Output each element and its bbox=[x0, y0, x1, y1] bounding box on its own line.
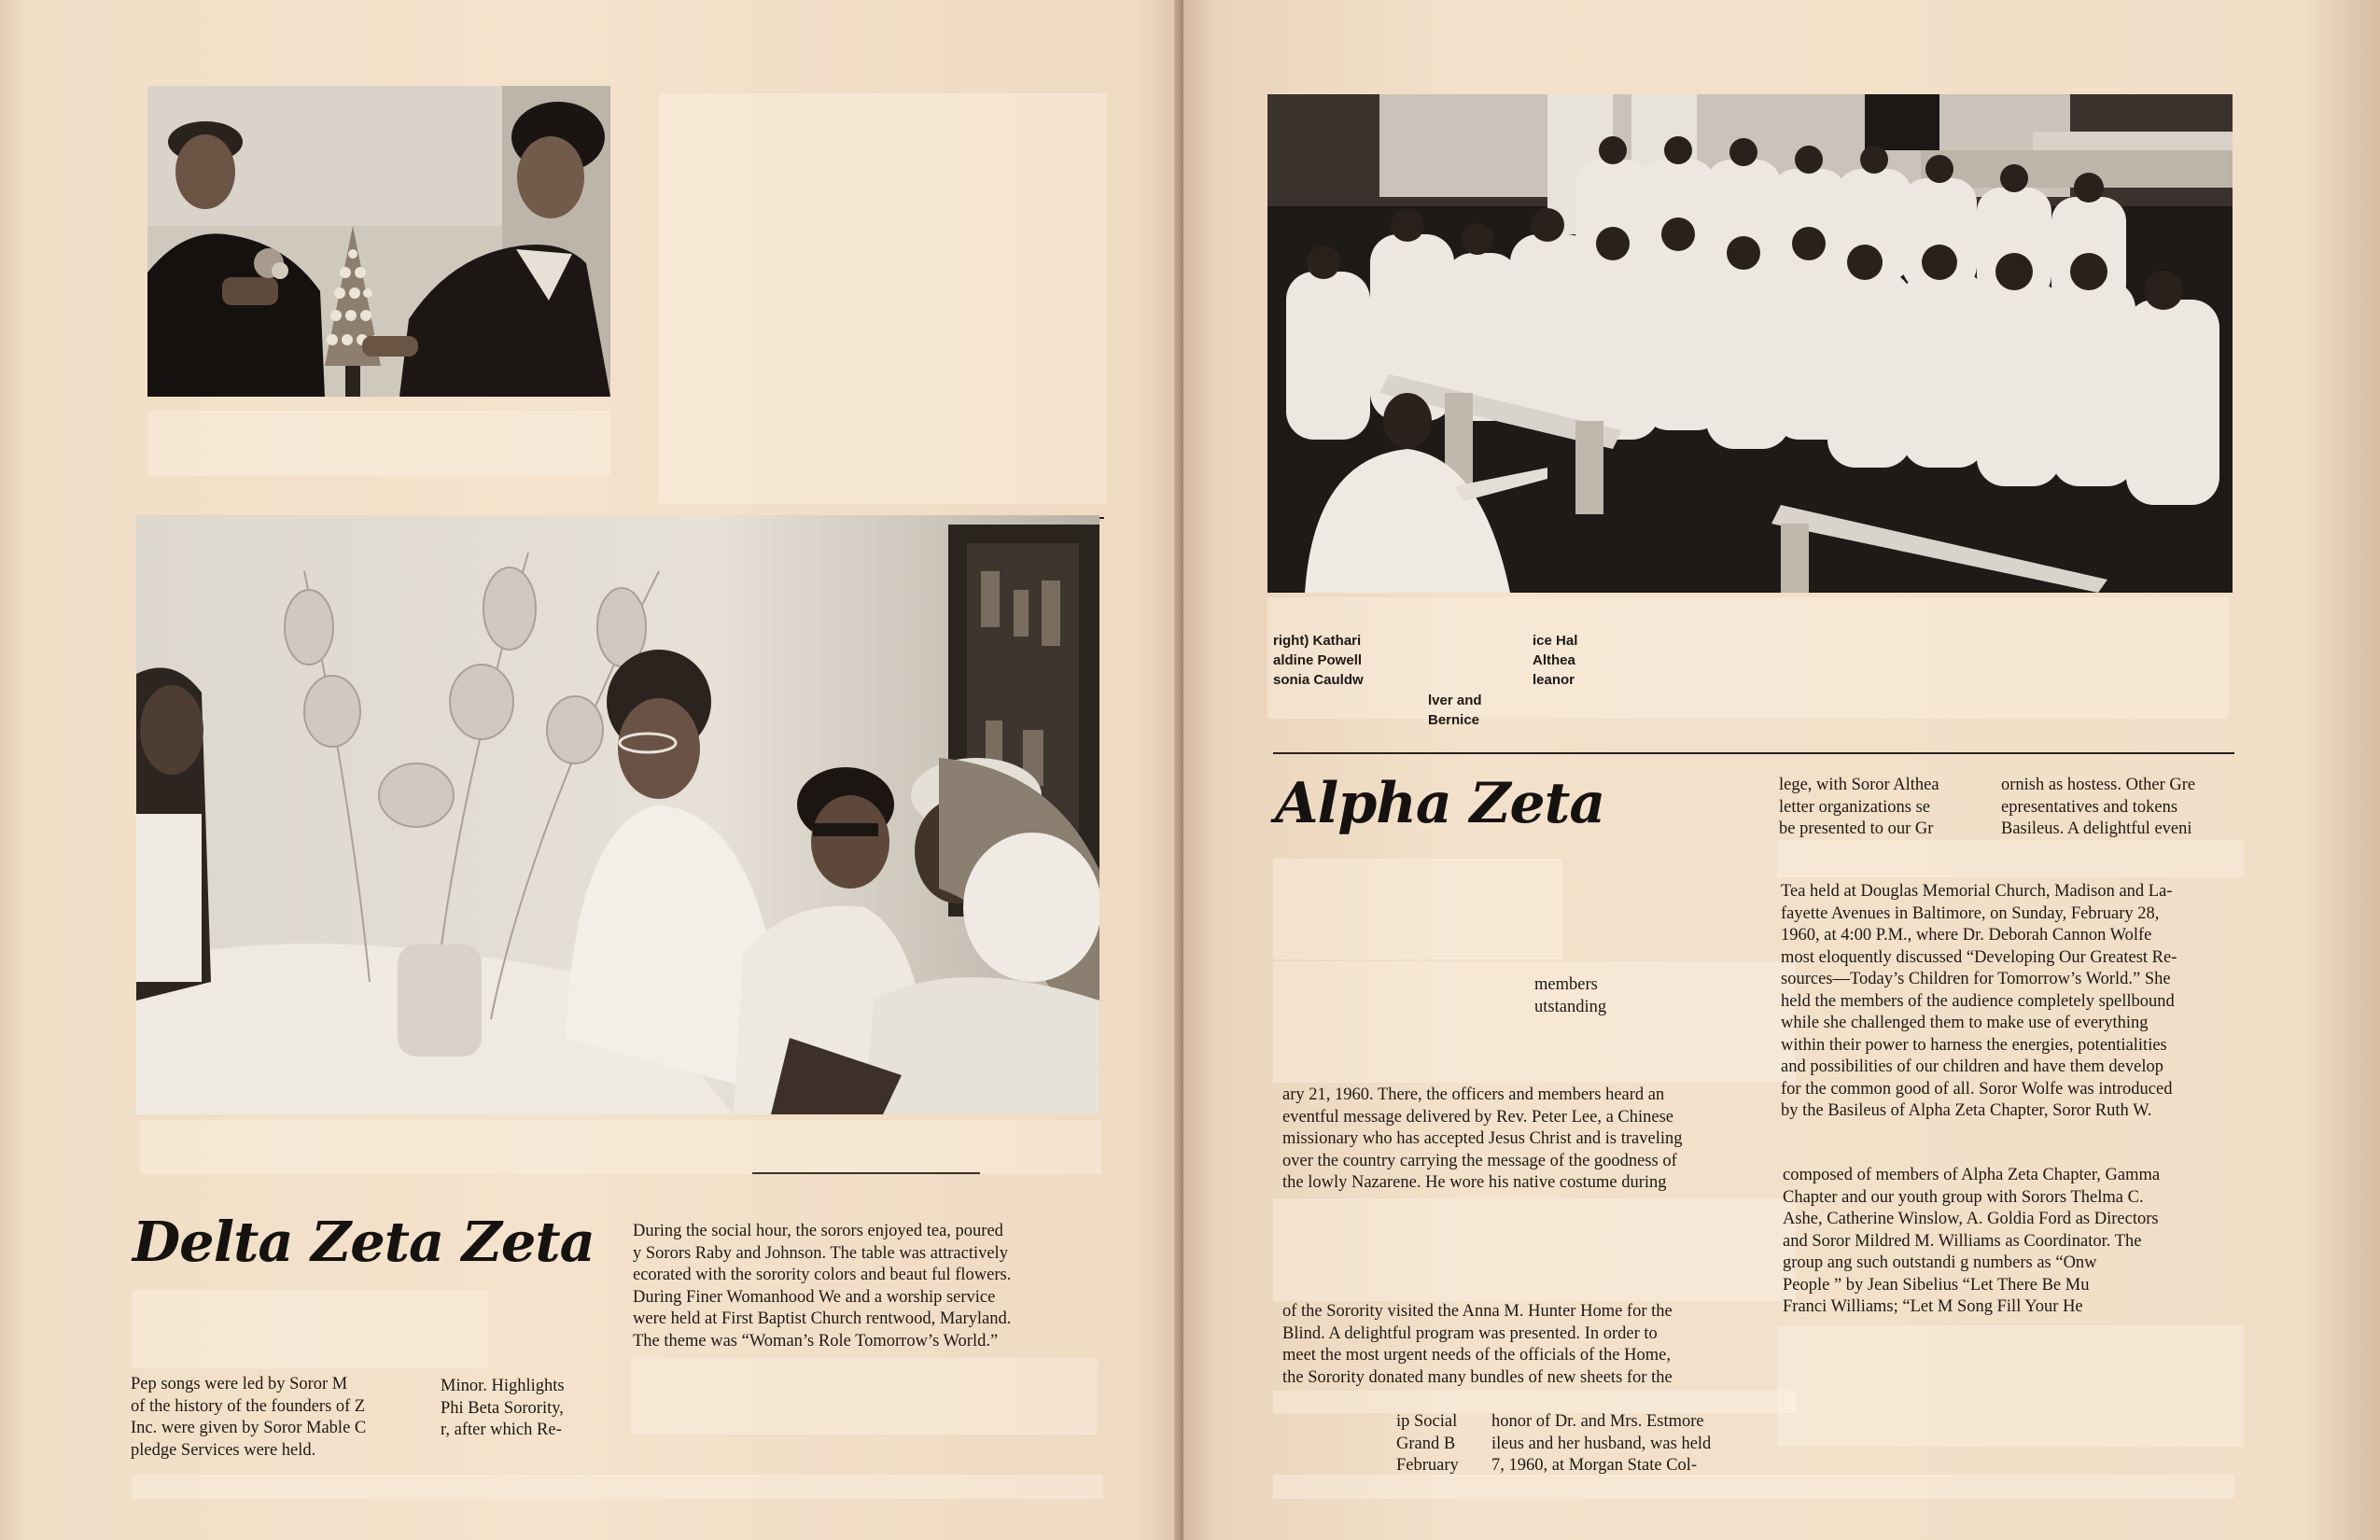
section-heading-alpha-zeta: Alpha Zeta bbox=[1275, 771, 1605, 836]
alpha-col2-para3: composed of members of Alpha Zeta Chapter, Gamma Chapter and our youth group with Sorors Thelma C. Ashe, Catherine Winslow, A. Goldia Ford as Directors and Soror Mildred M. Williams as Coordinator. The bbox=[1783, 1166, 2161, 1251]
faded-caption-block bbox=[147, 411, 610, 476]
photo-gift-presentation bbox=[147, 86, 610, 397]
choir-caption-col-a: right) Kathari aldine Powell sonia Cauldw bbox=[1273, 633, 1364, 688]
alpha-col1-para2: of the Sorority visited the Anna M. Hunter Home for the Blind. A delightful program was presented. In order to meet the most urgent needs of the officials of the Home, the Sorority donated many bundles of new sheets for the bbox=[1282, 1302, 1673, 1387]
section-rule-right bbox=[1273, 752, 2234, 754]
right-page bbox=[1183, 0, 2380, 1540]
faded-col1-line bbox=[1273, 1391, 1796, 1413]
delta-col1-text: Pep songs were led by Soror M of the history of the founders of Z Inc. were given by Soror Mable C pledge Services were held. bbox=[131, 1375, 367, 1460]
faded-footer bbox=[133, 1475, 1103, 1499]
alpha-col2-para2: Tea held at Douglas Memorial Church, Madison and La- fayette Avenues in Baltimore, on Sunday, February 28, 1960, at 4:00 P.M., where Dr. Deborah Cannon Wolfe most eloquently discussed “Developing Our Greatest Re- sources—Today’s Children for Tomorrow’s World.” She held the members of the audience completely spellbound while she challenged them to make use of everything within their power to harness the energies, potentialities and possibilities of our children and have them develop for the common good of all. Soror Wolfe was introduced by the Basileus of Alpha Zeta Chapter, Soror Ruth W. bbox=[1781, 882, 2177, 1120]
choir-caption-col-b: ice Hal Althea leanor bbox=[1533, 633, 1578, 688]
choir-caption-col-c: lver and Bernice bbox=[1428, 693, 1482, 728]
faded-photo-caption bbox=[140, 1120, 1101, 1174]
faded-col2-line bbox=[1777, 840, 2244, 877]
photo-youth-choir bbox=[1267, 94, 2233, 593]
faded-subheading bbox=[133, 1290, 487, 1368]
photo-tea-table-image bbox=[136, 515, 1099, 1114]
alpha-col2-para3-fragments: group ang such outstandi g numbers as “Onw People ” by Jean Sibelius “Let There Be Mu Franci Williams; “Let M Song Fill Your He bbox=[1783, 1253, 2097, 1316]
faded-subheading bbox=[1273, 859, 1562, 959]
faded-col2-bottom bbox=[1777, 1325, 2244, 1447]
faded-footer bbox=[1273, 1475, 2234, 1499]
delta-col3-text: During the social hour, the sorors enjoyed tea, poured y Sorors Raby and Johnson. The table was attractively ecorated with the sorority colors and beaut ful flowers. During Finer Womanhood We and a worship service were held at First Baptist Church rentwood, Maryland. The theme was “Woman’s Role Tomorrow’s World.” bbox=[633, 1222, 1012, 1351]
alpha-intro-fragment: members utstanding bbox=[1534, 975, 1607, 1016]
photo-tea-table bbox=[136, 515, 1099, 1114]
alpha-col2-para1-right: ornish as hostess. Other Gre epresentatives and tokens Basileus. A delightful eveni bbox=[2001, 776, 2196, 838]
section-heading-delta-zeta-zeta: Delta Zeta Zeta bbox=[133, 1210, 595, 1274]
faded-text-column bbox=[659, 93, 1107, 504]
alpha-col2-para1-left: lege, with Soror Althea letter organizations se be presented to our Gr bbox=[1779, 776, 1939, 838]
alpha-col1-para3-right: honor of Dr. and Mrs. Estmore ileus and her husband, was held 7, 1960, at Morgan State Col- bbox=[1491, 1412, 1712, 1475]
delta-col2-text: Minor. Highlights Phi Beta Sorority, r, after which Re- bbox=[441, 1377, 565, 1439]
photo-youth-choir-image bbox=[1267, 94, 2233, 593]
photo-gift-presentation-image bbox=[147, 86, 610, 397]
alpha-col1-para3-left: ip Social Grand B February bbox=[1396, 1412, 1459, 1475]
faded-col3-text bbox=[631, 1358, 1098, 1435]
left-page bbox=[0, 0, 1183, 1540]
alpha-col1-para1: ary 21, 1960. There, the officers and members heard an eventful message delivered by Rev. Peter Lee, a Chinese missionary who has accepted Jesus Christ and is traveling over the country carrying the message of the goodness of the lowly Nazarene. He wore his native costume during bbox=[1282, 1085, 1683, 1192]
short-rule-left bbox=[752, 1172, 980, 1174]
faded-col1-middle bbox=[1273, 1198, 1796, 1301]
